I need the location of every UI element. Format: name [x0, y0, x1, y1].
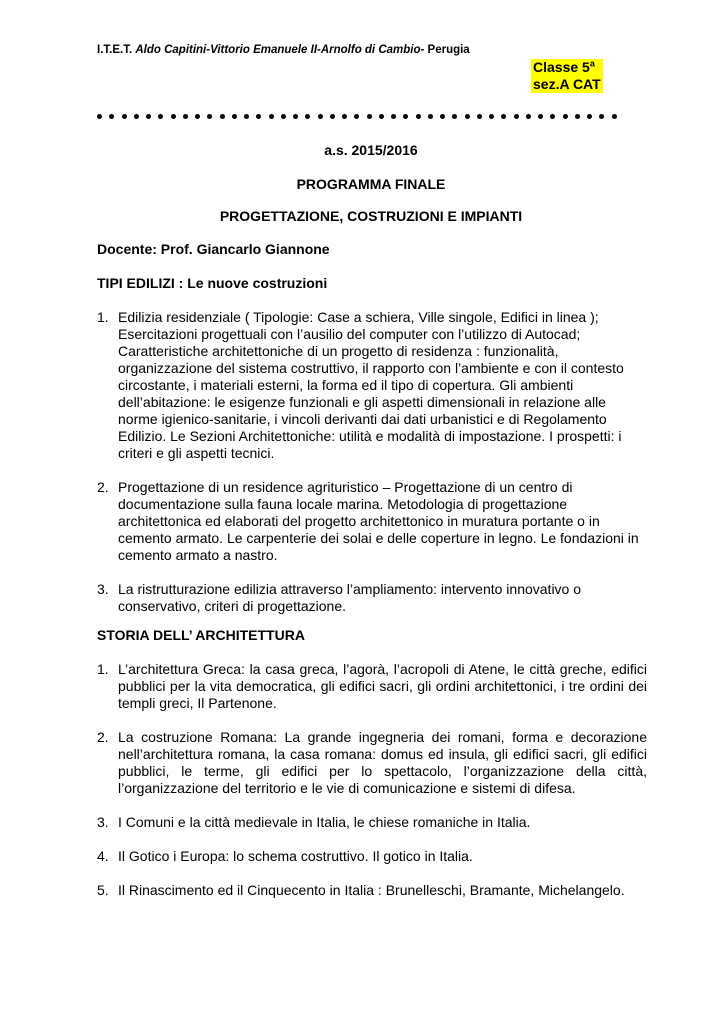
divider-dot — [122, 114, 127, 119]
divider-dot — [391, 114, 396, 119]
list-item-text: Il Gotico i Europa: lo schema costruttivo. Il gotico in Italia. — [118, 848, 473, 864]
divider-dot — [440, 114, 445, 119]
list-item-text: La costruzione Romana: La grande ingegneria dei romani, forma e decorazione nell’architettura romana, la casa romana: domus ed insula, gli edifici sacri, gli edifici pubblici, le terme, gli edifici per lo spettacolo, l’organizzazione della città, l’organizzazione del territorio e le vie di comunicazione e sistemi di difesa. — [118, 729, 647, 796]
list-item-text: L’architettura Greca: la casa greca, l’agorà, l’acropoli di Atene, le città greche, edifici pubblici per la vita democratica, gli edifici sacri, gli ordini architettonici, i tre ordini dei templi greci, Il Partenone. — [118, 661, 647, 711]
divider-dot — [452, 114, 457, 119]
divider-dot — [109, 114, 114, 119]
divider-dot — [305, 114, 310, 119]
subject-title: PROGETTAZIONE, COSTRUZIONI E IMPIANTI — [219, 208, 523, 224]
divider-dot — [97, 114, 102, 119]
divider-dot — [526, 114, 531, 119]
class-line1-sup: a — [589, 58, 595, 69]
list-item-number: 5. — [97, 882, 109, 898]
divider-dot — [367, 114, 372, 119]
divider-dot — [269, 114, 274, 119]
header-city: - Perugia — [420, 44, 470, 56]
divider-dot — [465, 114, 470, 119]
divider-dot — [256, 114, 261, 119]
divider-dot — [563, 114, 568, 119]
list-item — [97, 661, 647, 712]
divider-dot — [489, 114, 494, 119]
program-title: PROGRAMMA FINALE — [296, 176, 446, 192]
divider-dot — [171, 114, 176, 119]
list-item — [97, 848, 647, 865]
divider-dot — [281, 114, 286, 119]
list-item-text: Edilizia residenziale ( Tipologie: Case a schiera, Ville singole, Edifici in linea ); Esercitazioni progettuali con l’ausilio del computer con l’utilizzo di Autocad; Caratteristiche architettoniche di un progetto di residenza : funzionalità, organizzazione del sistema costruttivo, il rapporto con l’ambiente e con il contesto circostante, i materiali esterni, la forma ed il tipo di copertura. Gli ambienti dell’abitazione: le esigenze funzionali e gli aspetti dimensionali in relazione alle norme igienico-sanitarie, i vincoli derivanti dai dati urbanistici e di Regolamento Edilizio. Le Sezioni Architettoniche: utilità e modalità di impostazione. I prospetti: i criteri e gli aspetti tecnici. — [118, 309, 624, 461]
list-item-number: 2. — [97, 729, 109, 745]
list-item — [97, 729, 647, 797]
divider-dot — [477, 114, 482, 119]
section2-list — [97, 661, 647, 899]
list-item-text: I Comuni e la città medievale in Italia, le chiese romaniche in Italia. — [118, 814, 531, 830]
divider-dot — [195, 114, 200, 119]
teacher-name: Docente: Prof. Giancarlo Giannone — [97, 241, 330, 257]
divider-dot — [599, 114, 604, 119]
divider-dot — [501, 114, 506, 119]
class-badge — [531, 59, 603, 93]
list-item-text: La ristrutturazione edilizia attraverso l’ampliamento: intervento innovativo o conservativo, criteri di progettazione. — [118, 581, 582, 614]
divider-dot — [538, 114, 543, 119]
school-header — [97, 44, 470, 56]
divider-dot — [575, 114, 580, 119]
divider-dot — [354, 114, 359, 119]
divider-dot — [318, 114, 323, 119]
school-year: a.s. 2015/2016 — [324, 142, 418, 158]
divider-dot — [342, 114, 347, 119]
divider-dot — [379, 114, 384, 119]
divider-dot — [612, 114, 617, 119]
divider-dot — [293, 114, 298, 119]
divider-dot — [158, 114, 163, 119]
list-item-number: 4. — [97, 848, 109, 864]
divider-dot — [146, 114, 151, 119]
divider-dot — [587, 114, 592, 119]
list-item-text: Il Rinascimento ed il Cinquecento in Italia : Brunelleschi, Bramante, Michelangelo. — [118, 882, 625, 898]
list-item — [97, 309, 647, 462]
dotted-divider — [97, 111, 617, 121]
list-item-number: 2. — [97, 479, 109, 495]
divider-dot — [232, 114, 237, 119]
divider-dot — [514, 114, 519, 119]
divider-dot — [207, 114, 212, 119]
header-school-name: Aldo Capitini-Vittorio Emanuele II-Arnolfo di Cambio — [135, 44, 421, 56]
divider-dot — [244, 114, 249, 119]
list-item — [97, 882, 647, 899]
list-item — [97, 479, 647, 564]
class-line2: sez.A CAT — [533, 76, 601, 92]
divider-dot — [403, 114, 408, 119]
list-item-text: Progettazione di un residence agrituristico – Progettazione di un centro di documentazione sulla fauna locale marina. Metodologia di progettazione architettonica ed elaborati del progetto architettonico in muratura portante o in cemento armato. Le carpenterie dei solai e delle coperture in legno. Le fondazioni in cemento armato a nastro. — [118, 479, 639, 563]
divider-dot — [134, 114, 139, 119]
section1-title: TIPI EDILIZI : Le nuove costruzioni — [97, 275, 328, 291]
divider-dot — [428, 114, 433, 119]
section1-list — [97, 309, 647, 615]
list-item-number: 3. — [97, 581, 109, 597]
divider-dot — [330, 114, 335, 119]
list-item-number: 1. — [97, 309, 109, 325]
divider-dot — [550, 114, 555, 119]
header-prefix: I.T.E.T. — [97, 44, 136, 56]
section2-title: STORIA DELL’ ARCHITETTURA — [97, 627, 305, 643]
divider-dot — [416, 114, 421, 119]
divider-dot — [183, 114, 188, 119]
class-line1: Classe 5 — [533, 59, 590, 75]
list-item-number: 1. — [97, 661, 109, 677]
list-item — [97, 814, 647, 831]
divider-dot — [220, 114, 225, 119]
list-item — [97, 581, 647, 615]
list-item-number: 3. — [97, 814, 109, 830]
